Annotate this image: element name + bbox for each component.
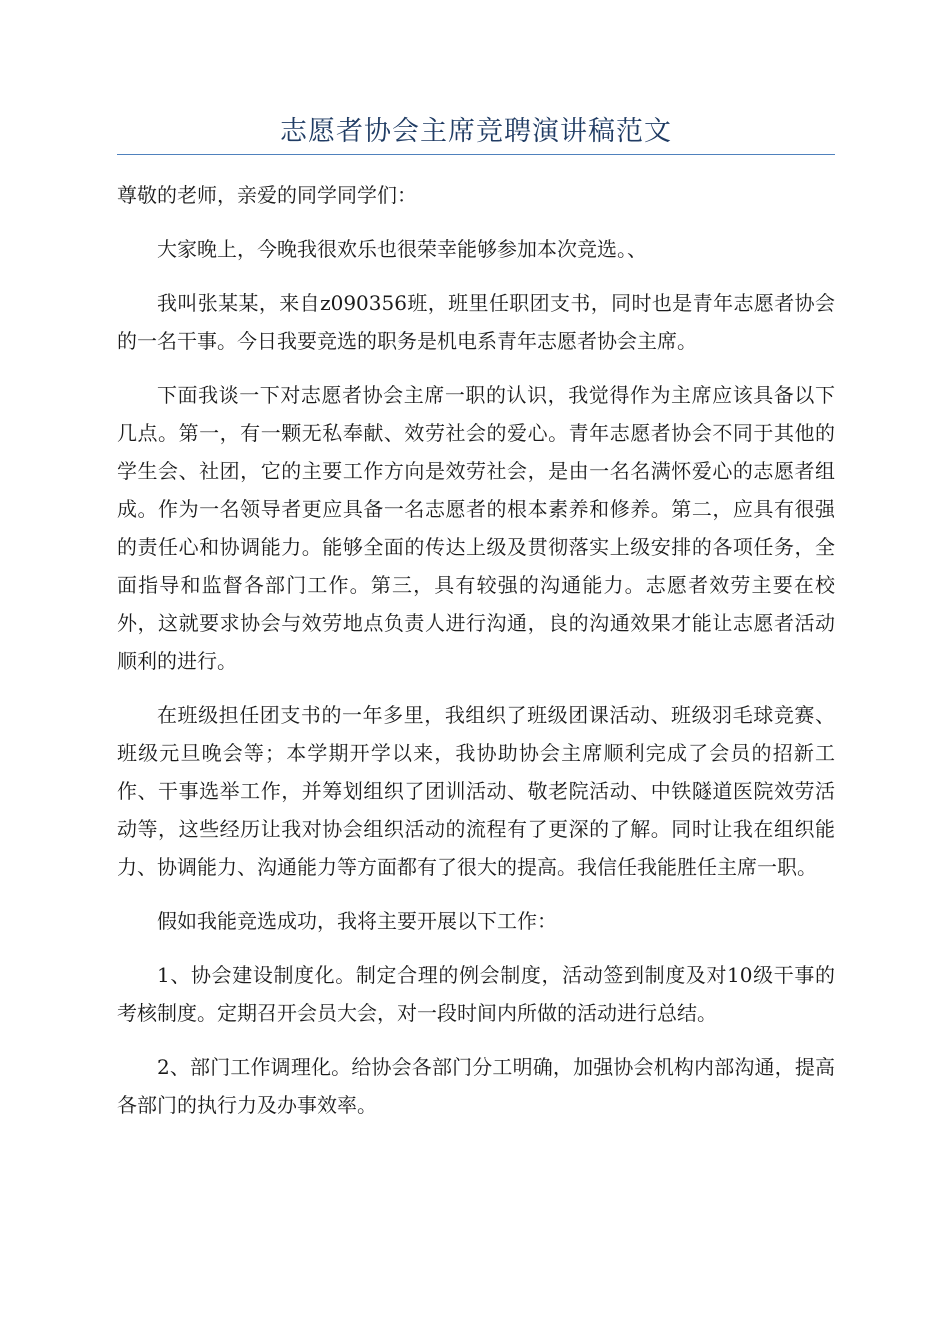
paragraph-introduction: 我叫张某某，来自z090356班，班里任职团支书，同时也是青年志愿者协会的一名干事。今日我要竞选的职务是机电系青年志愿者协会主席。	[117, 291, 835, 353]
paragraph-plan-intro: 假如我能竞选成功，我将主要开展以下工作：	[157, 909, 557, 933]
paragraph-role-understanding: 下面我谈一下对志愿者协会主席一职的认识，我觉得作为主席应该具备以下几点。第一，有一颗无私奉献、效劳社会的爱心。青年志愿者协会不同于其他的学生会、社团，它的主要工作方向是效劳社会，是由一名名满怀爱心的志愿者组成。作为一名领导者更应具备一名志愿者的根本素养和修养。第二，应具有很强的责任心和协调能力。能够全面的传达上级及贯彻落实上级安排的各项任务，全面指导和监督各部门工作。第三，具有较强的沟通能力。志愿者效劳主要在校外，这就要求协会与效劳地点负责人进行沟通，良的沟通效果才能让志愿者活动顺利的进行。	[117, 383, 835, 673]
paragraph-greeting: 大家晚上，今晚我很欢乐也很荣幸能够参加本次竞选。、	[157, 237, 647, 261]
salutation: 尊敬的老师，亲爱的同学同学们：	[117, 183, 417, 207]
document-title: 志愿者协会主席竞聘演讲稿范文	[280, 116, 672, 147]
paragraph-experience: 在班级担任团支书的一年多里，我组织了班级团课活动、班级羽毛球竞赛、班级元旦晚会等；本学期开学以来，我协助协会主席顺利完成了会员的招新工作、干事选举工作，并筹划组织了团训活动、敬老院活动、中铁隧道医院效劳活动等，这些经历让我对协会组织活动的流程有了更深的了解。同时让我在组织能力、协调能力、沟通能力等方面都有了很大的提高。我信任我能胜任主席一职。	[117, 703, 835, 879]
document-body	[117, 176, 835, 1140]
paragraph-plan-item-2: 2、部门工作调理化。给协会各部门分工明确，加强协会机构内部沟通，提高各部门的执行力及办事效率。	[117, 1055, 835, 1117]
paragraph-plan-item-1: 1、协会建设制度化。制定合理的例会制度，活动签到制度及对10级干事的考核制度。定期召开会员大会，对一段时间内所做的活动进行总结。	[117, 963, 835, 1025]
title-underline	[117, 154, 835, 155]
